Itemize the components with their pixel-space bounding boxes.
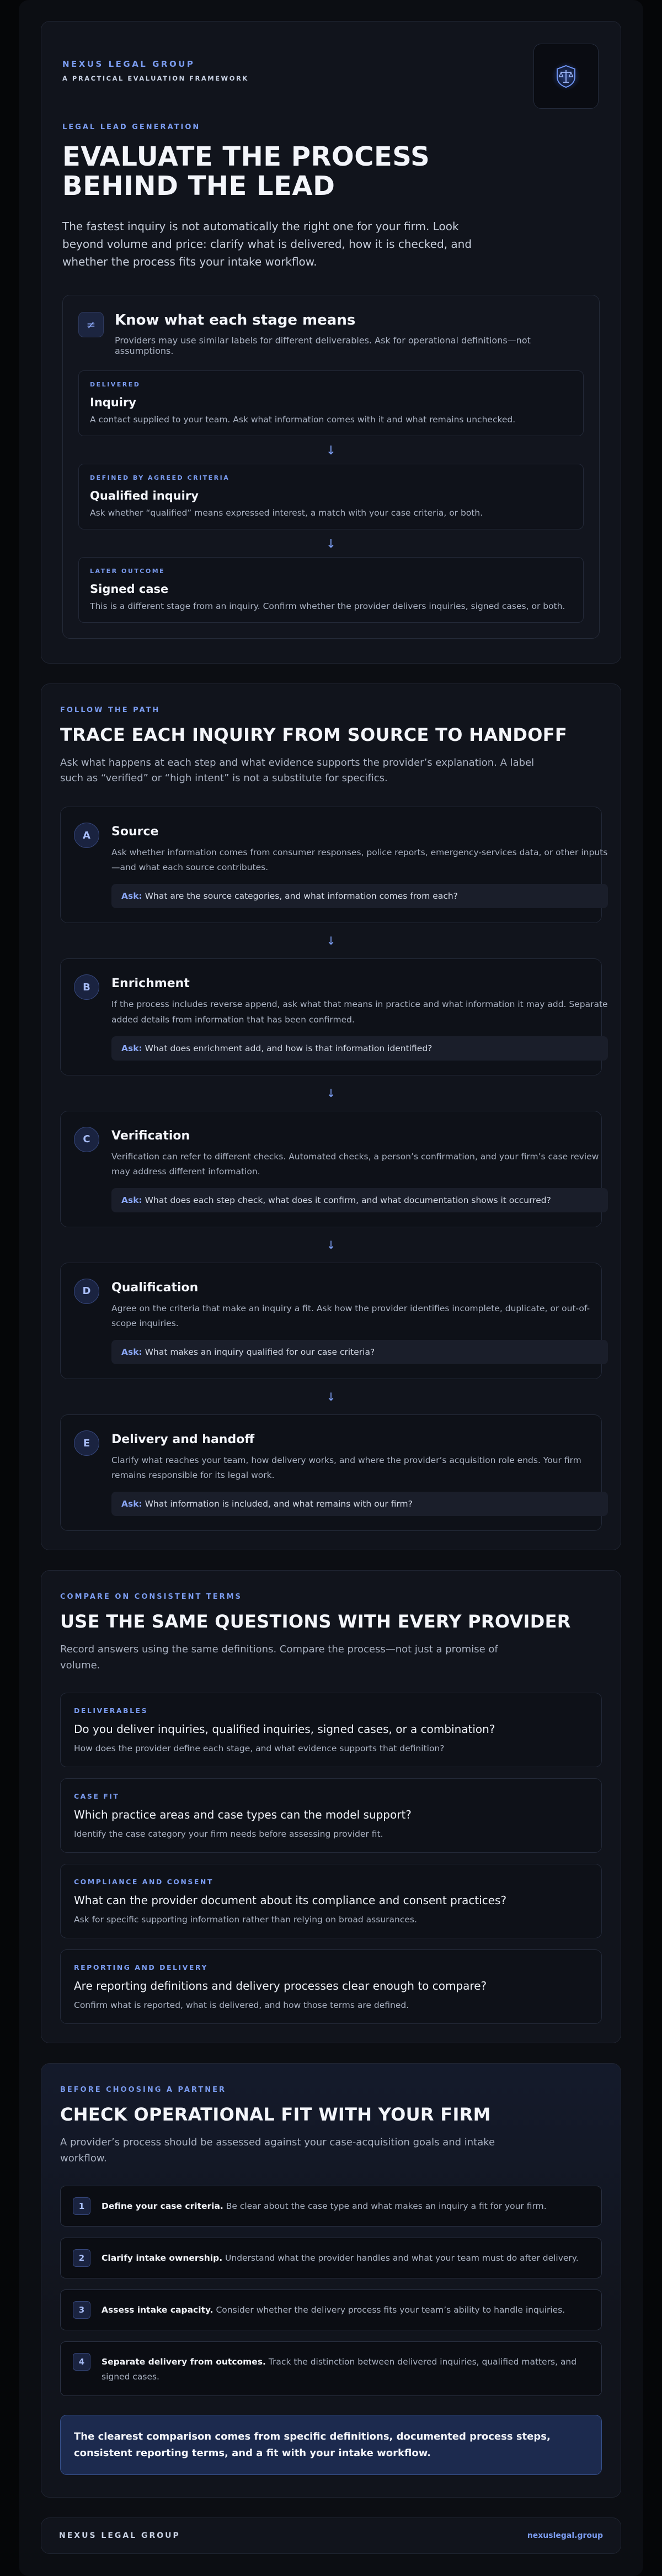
question-title: Do you deliver inquiries, qualified inquiries, signed cases, or a combination? [74,1722,495,1736]
item-strong: Assess intake capacity. [102,2304,213,2315]
footer-brand: NEXUS LEGAL GROUP [59,2531,180,2541]
stages-subtitle: Providers may use similar labels for different deliverables. Ask for operational definitions—not assumptions. [115,335,531,356]
not-equal-icon: ≠ [78,312,104,337]
question-title: Are reporting definitions and delivery processes clear enough to compare? [74,1979,487,1993]
trace-eyebrow: FOLLOW THE PATH [60,706,161,714]
fit-section [41,2063,621,2498]
step-desc: Verification can refer to different checks. Automated checks, a person’s confirmation, and your firm’s case review may address different information. [111,1151,599,1176]
step-title: Source [111,825,159,839]
fit-eyebrow: BEFORE CHOOSING A PARTNER [60,2086,226,2095]
trace-lead: Ask what happens at each step and what evidence supports the provider’s explanation. A label such as “verified” or “high intent” is not a substitute for specifics. [60,756,535,785]
step-card-verification [60,1111,602,1227]
step-ask [111,1036,608,1061]
arrow-down-icon: ↓ [325,537,337,551]
question-label: REPORTING AND DELIVERY [74,1963,208,1972]
step-badge: D [74,1279,99,1304]
stage-title: Inquiry [90,395,136,409]
ask-text: What information is included, and what remains with our firm? [145,1499,413,1509]
arrow-down-icon: ↓ [326,1390,336,1404]
step-title: Delivery and handoff [111,1433,255,1447]
arrow-down-icon: ↓ [326,1238,336,1252]
ask-label: Ask: [121,1499,142,1509]
item-number: 4 [73,2353,90,2371]
stages-title: Know what each stage means [115,311,356,328]
ask-text: What does each step check, what does it confirm, and what documentation shows it occurred? [145,1195,551,1205]
stage-desc: This is a different stage from an inquiry. Confirm whether the provider delivers inquiries, signed cases, or both. [90,601,565,611]
ask-text: What does enrichment add, and how is that information identified? [145,1043,433,1053]
ask-label: Ask: [121,1347,142,1358]
step-ask [111,1340,608,1364]
step-title: Enrichment [111,977,190,991]
footer [41,2517,621,2554]
stage-label: LATER OUTCOME [90,567,166,575]
question-sub: Ask for specific supporting information rather than relying on broad assurances. [74,1915,417,1925]
checklist-item [60,2289,602,2330]
item-number: 2 [73,2249,90,2267]
item-text: Consider whether the delivery process fits your team’s ability to handle inquiries. [213,2304,565,2315]
trace-section [41,683,621,1551]
arrow-down-icon: ↓ [326,934,336,948]
item-strong: Define your case criteria. [102,2201,223,2211]
hero-lead: The fastest inquiry is not automatically the right one for your firm. Look beyond volume and price: clarify what is delivered, how it is checked, and whether the process fits your intake workflow. [62,219,472,268]
stage-label: DEFINED BY AGREED CRITERIA [90,474,230,481]
step-title: Qualification [111,1280,199,1295]
ask-label: Ask: [121,891,142,902]
item-text: Track the distinction between delivered inquiries, qualified matters, and signed cases. [102,2356,577,2382]
stage-label: DELIVERED [90,380,141,388]
ask-label: Ask: [121,1195,142,1205]
stage-title: Signed case [90,582,169,596]
step-card-delivery-and-handoff [60,1414,602,1531]
item-number: 3 [73,2301,90,2319]
website-link[interactable]: nexuslegal.group [527,2531,603,2541]
brand-name: NEXUS LEGAL GROUP [62,59,195,69]
stage-card-inquiry [78,370,584,436]
item-text: Understand what the provider handles and what your team must do after delivery. [222,2252,579,2263]
checklist-item [60,2238,602,2278]
step-desc: Clarify what reaches your team, how delivery works, and where the provider’s acquisition role ends. Your firm remains responsible for its legal work. [111,1455,581,1481]
stage-title: Qualified inquiry [90,489,199,502]
stage-card-signed-case [78,557,584,623]
fit-lead: A provider’s process should be assessed against your case-acquisition goals and intake workflow. [60,2137,495,2164]
step-ask [111,1188,608,1212]
question-title: What can the provider document about its compliance and consent practices? [74,1894,507,1907]
item-strong: Clarify intake ownership. [102,2252,223,2263]
page-title: EVALUATE THE PROCESS BEHIND THE LEAD [62,141,430,202]
step-desc: Agree on the criteria that make an inquiry a fit. Ask how the provider identifies incomplete, duplicate, or out-of-scope inquiries. [111,1303,590,1329]
question-card-compliance [60,1864,602,1938]
step-ask [111,884,608,908]
hero-section [41,21,621,664]
arrow-down-icon: ↓ [326,1086,336,1100]
brand-tagline: A PRACTICAL EVALUATION FRAMEWORK [62,75,249,82]
step-desc: If the process includes reverse append, ask what that means in practice and what information it may add. Separate added details from information that has been confirmed. [111,999,608,1025]
question-card-deliverables [60,1693,602,1767]
step-ask [111,1492,608,1516]
step-title: Verification [111,1128,190,1143]
question-title: Which practice areas and case types can the model support? [74,1808,412,1822]
hero-eyebrow: LEGAL LEAD GENERATION [62,123,201,131]
step-badge: A [74,823,99,848]
step-card-qualification [60,1263,602,1379]
step-card-source [60,807,608,923]
stage-desc: A contact supplied to your team. Ask what information comes with it and what remains unchecked. [90,414,516,425]
compare-title: USE THE SAME QUESTIONS WITH EVERY PROVIDER [60,1611,571,1632]
trace-title: TRACE EACH INQUIRY FROM SOURCE TO HANDOFF [60,724,568,745]
question-label: COMPLIANCE AND CONSENT [74,1878,213,1886]
step-card-enrichment [60,958,608,1075]
step-badge: E [74,1430,99,1456]
checklist-item [60,2186,602,2227]
checklist-item [60,2341,602,2396]
ask-text: What makes an inquiry qualified for our case criteria? [145,1347,375,1358]
question-label: DELIVERABLES [74,1706,148,1715]
question-sub: How does the provider define each stage, and what evidence supports that definition? [74,1743,445,1754]
question-sub: Confirm what is reported, what is delivered, and how those terms are defined. [74,2000,409,2011]
fit-title: CHECK OPERATIONAL FIT WITH YOUR FIRM [60,2104,491,2126]
summary-callout: The clearest comparison comes from specific definitions, documented process steps, consistent reporting terms, and a fit with your intake workflow. [60,2415,602,2475]
step-desc: Ask whether information comes from consumer responses, police reports, emergency-services data, or other inputs—and what each source contributes. [111,847,608,873]
step-badge: B [74,974,99,1000]
item-strong: Separate delivery from outcomes. [102,2356,266,2367]
question-sub: Identify the case category your firm needs before assessing provider fit. [74,1829,383,1840]
question-card-case-fit [60,1778,602,1853]
stage-card-qualified-inquiry [78,464,584,529]
ask-text: What are the source categories, and what information comes from each? [145,891,458,902]
step-badge: C [74,1127,99,1152]
scales-of-justice-icon [533,44,599,109]
compare-lead: Record answers using the same definitions. Compare the process—not just a promise of volume. [60,1644,498,1672]
stages-panel [62,295,600,639]
item-text: Be clear about the case type and what makes an inquiry a fit for your firm. [223,2201,547,2211]
ask-label: Ask: [121,1043,142,1053]
page [19,0,643,2576]
compare-section [41,1570,621,2043]
question-card-reporting [60,1949,602,2024]
arrow-down-icon: ↓ [325,443,337,458]
compare-eyebrow: COMPARE ON CONSISTENT TERMS [60,1593,242,1602]
stage-desc: Ask whether “qualified” means expressed interest, a match with your case criteria, or both. [90,507,483,518]
question-label: CASE FIT [74,1792,120,1801]
item-number: 1 [73,2197,90,2215]
